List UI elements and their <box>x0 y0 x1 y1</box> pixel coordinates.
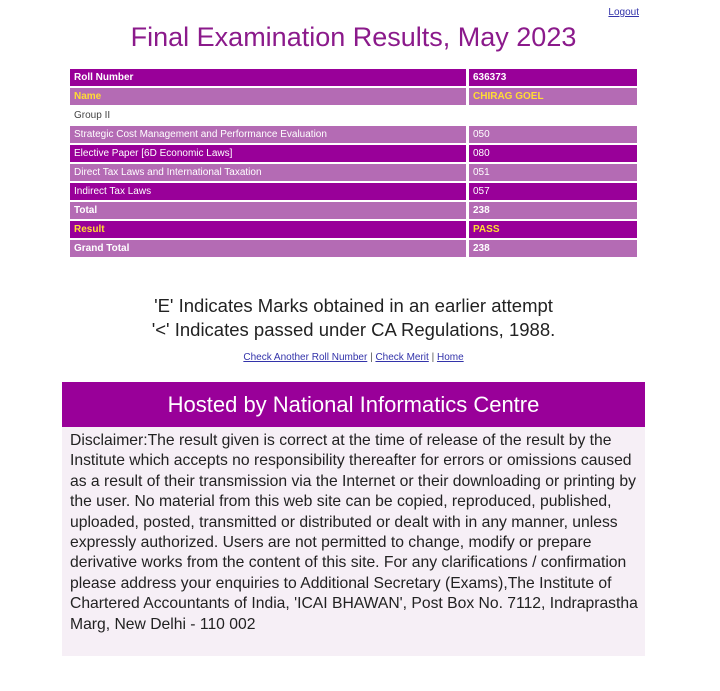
row-result <box>70 221 637 238</box>
row-label: Name <box>70 88 469 105</box>
grand-total-value: 238 <box>469 240 637 257</box>
note-earlier-attempt: 'E' Indicates Marks obtained in an earlier attempt <box>154 295 553 316</box>
subject-label: Indirect Tax Laws <box>70 183 469 200</box>
results-table <box>70 67 637 259</box>
subject-marks: 051 <box>469 164 637 181</box>
check-merit-link[interactable]: Check Merit <box>375 352 429 363</box>
legend-notes <box>62 294 645 342</box>
row-group <box>70 107 637 124</box>
row-roll-number <box>70 69 637 86</box>
note-ca-regulations: '<' Indicates passed under CA Regulations, 1988. <box>151 319 556 340</box>
row-total <box>70 202 637 219</box>
row-subject <box>70 164 637 181</box>
row-name <box>70 88 637 105</box>
subject-label: Strategic Cost Management and Performance Evaluation <box>70 126 469 143</box>
disclaimer-text: Disclaimer:The result given is correct at the time of release of the result by the Institute which accepts no responsibility thereafter for errors or omissions caused as a result of their transmission via the Internet or their downloading or printing by the user. No material from this web site can be copied, reproduced, published, uploaded, posted, transmitted or distributed or dealt with in any manner, unless expressly authorized. Users are not permitted to change, modify or prepare derivative works from the content of this site. For any clarifications / confirmation please address your enquiries to Additional Secretary (Exams),The Institute of Chartered Accountants of India, 'ICAI BHAWAN', Post Box No. 7112, Indraprastha Marg, New Delhi - 110 002 <box>62 427 645 656</box>
home-link[interactable]: Home <box>436 352 464 363</box>
hosted-by-banner: Hosted by National Informatics Centre <box>62 382 645 427</box>
total-value: 238 <box>469 202 637 219</box>
link-separator: | <box>367 352 376 363</box>
check-another-roll-link[interactable]: Check Another Roll Number <box>243 352 368 363</box>
row-value: 636373 <box>469 69 637 86</box>
row-grand-total <box>70 240 637 257</box>
row-value: CHIRAG GOEL <box>469 88 637 105</box>
result-value: PASS <box>469 221 637 238</box>
link-separator: | <box>428 352 437 363</box>
subject-marks: 050 <box>469 126 637 143</box>
result-card <box>62 0 645 382</box>
subject-label: Elective Paper [6D Economic Laws] <box>70 145 469 162</box>
row-subject <box>70 126 637 143</box>
group-label: Group II <box>70 107 637 124</box>
grand-total-label: Grand Total <box>70 240 469 257</box>
logout-link[interactable]: Logout <box>608 7 639 18</box>
subject-marks: 057 <box>469 183 637 200</box>
page-title: Final Examination Results, May 2023 <box>130 22 577 52</box>
subject-marks: 080 <box>469 145 637 162</box>
total-label: Total <box>70 202 469 219</box>
row-subject <box>70 183 637 200</box>
row-subject <box>70 145 637 162</box>
subject-label: Direct Tax Laws and International Taxation <box>70 164 469 181</box>
footer-links <box>62 352 645 363</box>
result-label: Result <box>70 221 469 238</box>
row-label: Roll Number <box>70 69 469 86</box>
